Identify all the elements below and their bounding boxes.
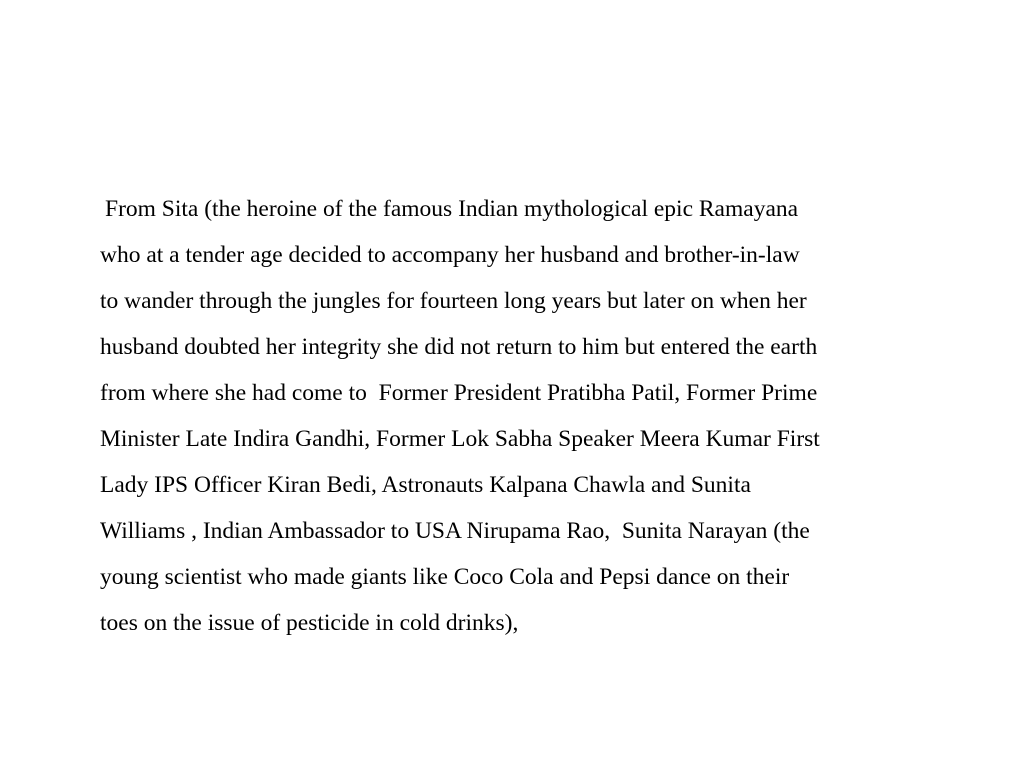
text-line: to wander through the jungles for fourteen long years but later on when her <box>100 288 807 314</box>
text-line: Minister Late Indira Gandhi, Former Lok Sabha Speaker Meera Kumar First <box>100 426 820 452</box>
text-line: From Sita (the heroine of the famous Indian mythological epic Ramayana <box>105 196 799 222</box>
text-line: from where she had come to Former President Pratibha Patil, Former Prime <box>100 380 818 406</box>
text-line: Lady IPS Officer Kiran Bedi, Astronauts Kalpana Chawla and Sunita <box>100 472 751 498</box>
slide-body-text <box>100 186 980 646</box>
text-line: Williams , Indian Ambassador to USA Nirupama Rao, Sunita Narayan (the <box>100 518 810 544</box>
text-line: who at a tender age decided to accompany her husband and brother-in-law <box>100 242 800 268</box>
text-line: young scientist who made giants like Coco Cola and Pepsi dance on their <box>100 564 790 590</box>
text-line: husband doubted her integrity she did not return to him but entered the earth <box>100 334 818 360</box>
text-line: toes on the issue of pesticide in cold drinks), <box>100 610 519 636</box>
